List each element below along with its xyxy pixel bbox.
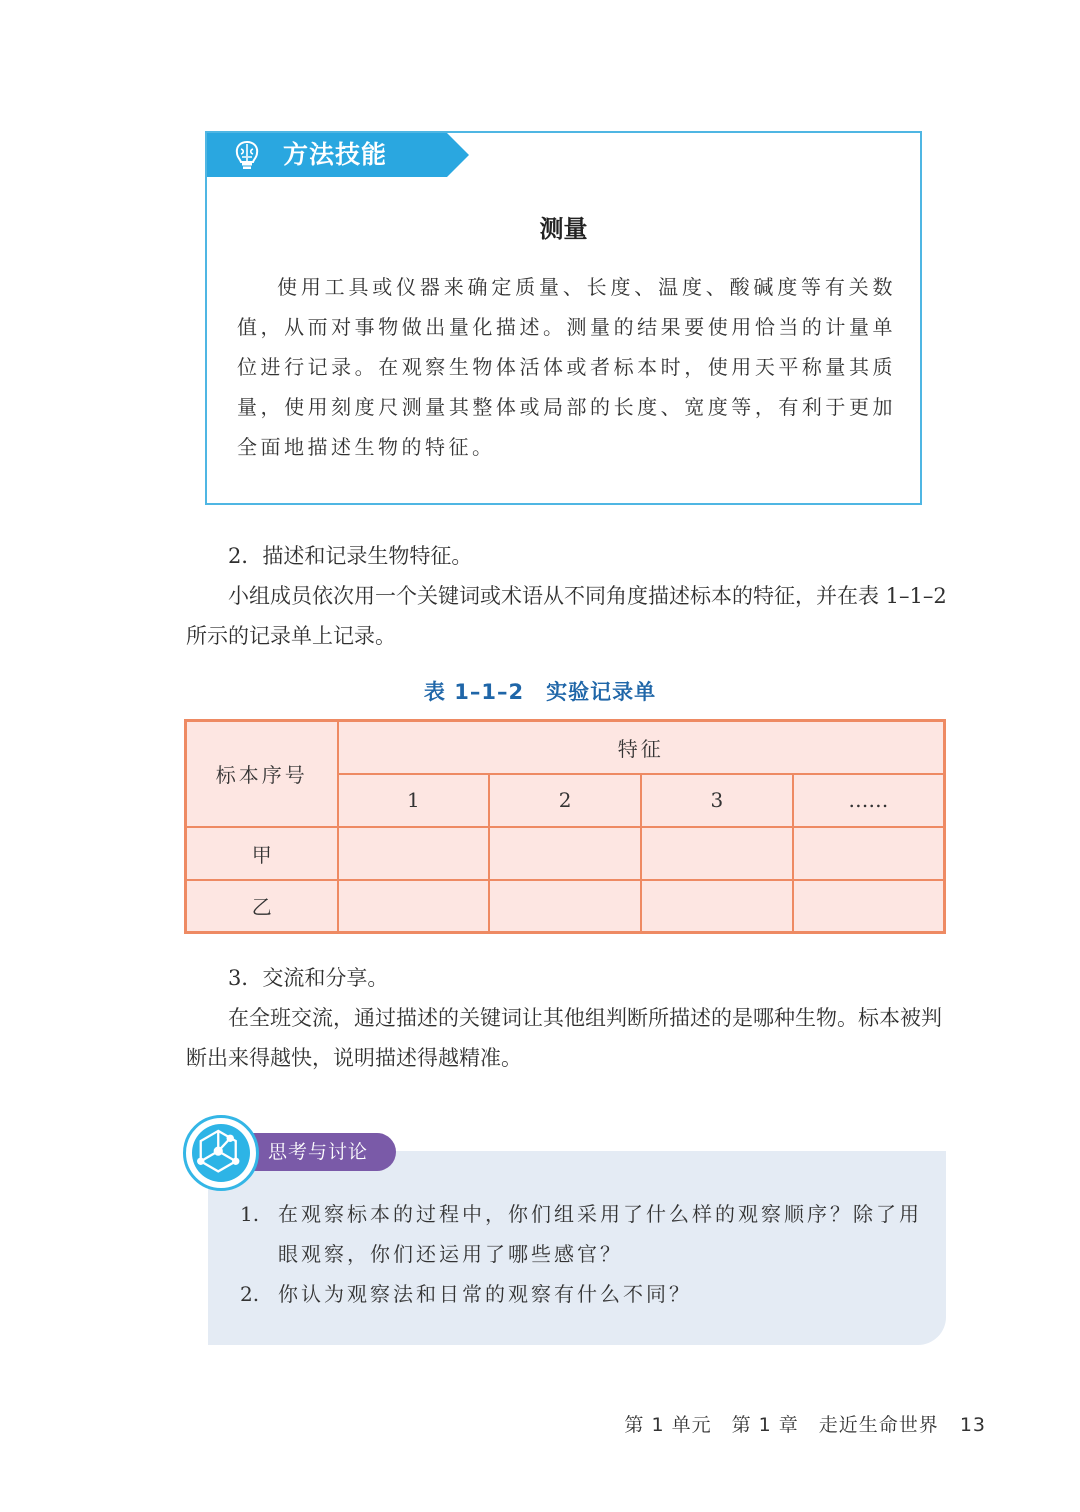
step2-heading: 2．描述和记录生物特征。 <box>228 544 473 568</box>
step3-heading: 3．交流和分享。 <box>228 966 389 990</box>
table-cell <box>338 880 490 933</box>
table-cell <box>489 880 641 933</box>
discussion-question <box>240 1194 930 1274</box>
table-cell <box>489 827 641 880</box>
feature-column-header: …… <box>793 774 945 827</box>
specimen-number-header: 标本序号 <box>186 721 338 827</box>
table-cell <box>338 827 490 880</box>
table-cell <box>793 827 945 880</box>
discussion-icon-circle <box>183 1115 259 1191</box>
table-caption: 表 1–1–2 实验记录单 <box>423 680 657 704</box>
record-table <box>184 719 946 934</box>
table-header-row <box>186 721 945 774</box>
feature-column-header: 3 <box>641 774 793 827</box>
feature-column-header: 2 <box>489 774 641 827</box>
table-row <box>186 827 945 880</box>
table-row <box>186 880 945 933</box>
step3-text: 在全班交流，通过描述的关键词让其他组判断所描述的是哪种生物。标本被判断出来得越快，说明描述得越精准。 <box>186 1006 942 1070</box>
method-skills-label: 方法技能 <box>283 140 388 169</box>
page-footer <box>624 1410 986 1437</box>
question-number: 2. <box>240 1282 260 1306</box>
molecule-icon <box>186 1118 256 1188</box>
discussion-label: 思考与讨论 <box>268 1141 369 1163</box>
table-cell <box>641 880 793 933</box>
question-number: 1. <box>240 1202 260 1226</box>
method-title: 测量 <box>539 215 588 243</box>
step2-text: 小组成员依次用一个关键词或术语从不同角度描述标本的特征，并在表 1–1–2 所示的记录单上记录。 <box>186 584 947 648</box>
brain-bulb-icon <box>231 139 263 171</box>
specimen-label: 乙 <box>186 880 338 933</box>
method-skills-box <box>205 131 922 505</box>
feature-column-header: 1 <box>338 774 490 827</box>
table-cell <box>641 827 793 880</box>
page-number: 13 <box>959 1414 986 1436</box>
features-header: 特征 <box>338 721 945 774</box>
footer-chapter-text: 第 1 单元 第 1 章 走近生命世界 <box>624 1414 939 1436</box>
question-text: 在观察标本的过程中，你们组采用了什么样的观察顺序？除了用眼观察，你们还运用了哪些感官？ <box>278 1202 922 1266</box>
method-body-text: 使用工具或仪器来确定质量、长度、温度、酸碱度等有关数值，从而对事物做出量化描述。测量的结果要使用恰当的计量单位进行记录。在观察生物体活体或者标本时，使用天平称量其质量，使用刻度尺测量其整体或局部的长度、宽度等，有利于更加全面地描述生物的特征。 <box>237 275 896 459</box>
discussion-question <box>240 1274 930 1314</box>
specimen-label: 甲 <box>186 827 338 880</box>
question-text: 你认为观察法和日常的观察有什么不同？ <box>278 1282 692 1306</box>
table-cell <box>793 880 945 933</box>
